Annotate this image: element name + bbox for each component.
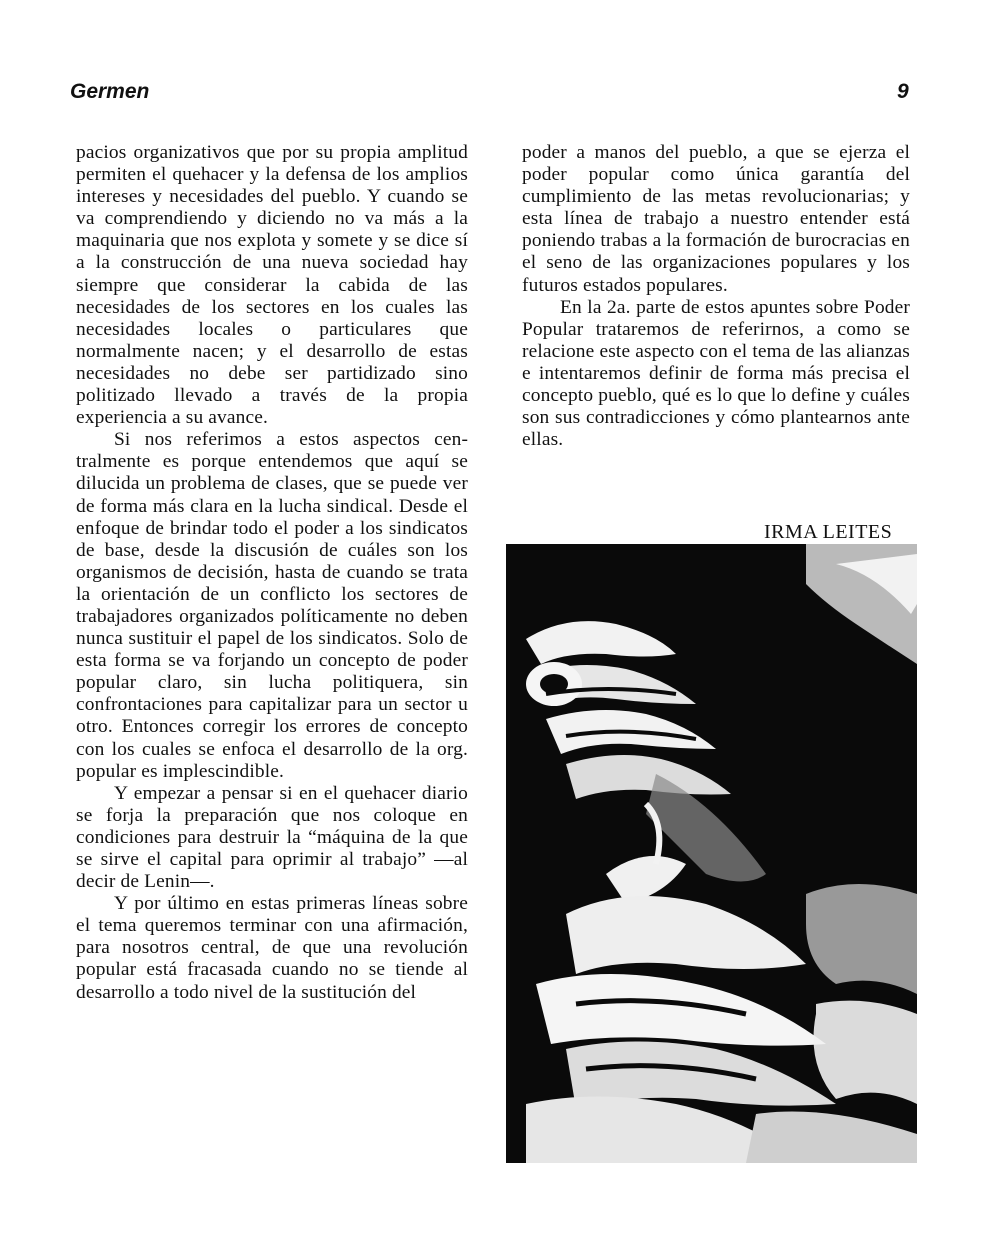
author-signature: IRMA LEITES [764,521,893,543]
right-column [522,142,910,451]
page-number: 9 [897,80,909,103]
paragraph: En la 2a. parte de estos apuntes sobre Poder Popular trataremos de referirnos, a como se relacione este aspecto con el tema de las alianzas e intentaremos definir de forma más precisa el concepto pueblo, qué es lo que lo define y cuáles son sus contradicciones y cómo plantearnos ante ellas. [522,296,910,451]
hands-photo [506,544,917,1163]
paragraph: poder a manos del pueblo, a que se ejerza el poder popular como única garantía del cumplimiento de las metas revolucionarias; y esta línea de trabajo a nuestro entender está poniendo trabas a la formación de burocracias en el seno de las organizaciones populares y los futuros estados populares. [522,142,910,296]
left-column [76,142,468,1004]
hands-photo-drawing [506,544,917,1163]
paragraph: Y por último en estas primeras líneas sobre el tema queremos terminar con una afirmación, para nosotros central, de que una revolución popular está fracasada cuando no se tiende al desarrollo a todo nivel de la sustitución del [76,893,468,1003]
journal-title: Germen [70,80,150,103]
paragraph: Si nos referimos a estos aspectos centralmente es porque entendemos que aquí se dilucida un problema de clases, que se puede ver de forma más clara en la lucha sindical. Desde el enfoque de brindar todo el poder a los sindicatos de base, desde la discusión de cuáles son los organismos de decisión, hasta de cuando se trata la orientación de un conflicto los sectores de trabajadores organizados políticamente no deben nunca sustituir el papel de los sindicatos. Solo de esta forma se va forjando un concepto de poder popular claro, sin lucha politiquera, sin confrontaciones para capitalizar para un sector u otro. Entonces corregir los errores de concepto con los cuales se enfoca el desarrollo de la org. popular es implescindible. [76,429,468,782]
paragraph: pacios organizativos que por su propia amplitud permiten el quehacer y la defensa de los amplios intereses y necesidades del pueblo. Y cuando se va comprendiendo y diciendo no va más a la maquinaria que nos explota y somete y se dice sí a la construcción de una nueva sociedad hay siempre que considerar la cabida de las necesidades de los sectores en los cuales las necesidades locales o particulares que normalmente nacen; y el desarrollo de estas necesidades no debe ser partidizado sino politizado llevado a través de la propia experiencia a su avance. [76,142,468,429]
paragraph: Y empezar a pensar si en el quehacer diario se forja la preparación que nos coloque en condiciones para destruir la “máquina de la que se sirve el capital para oprimir al trabajo” —al decir de Lenin—. [76,782,468,893]
